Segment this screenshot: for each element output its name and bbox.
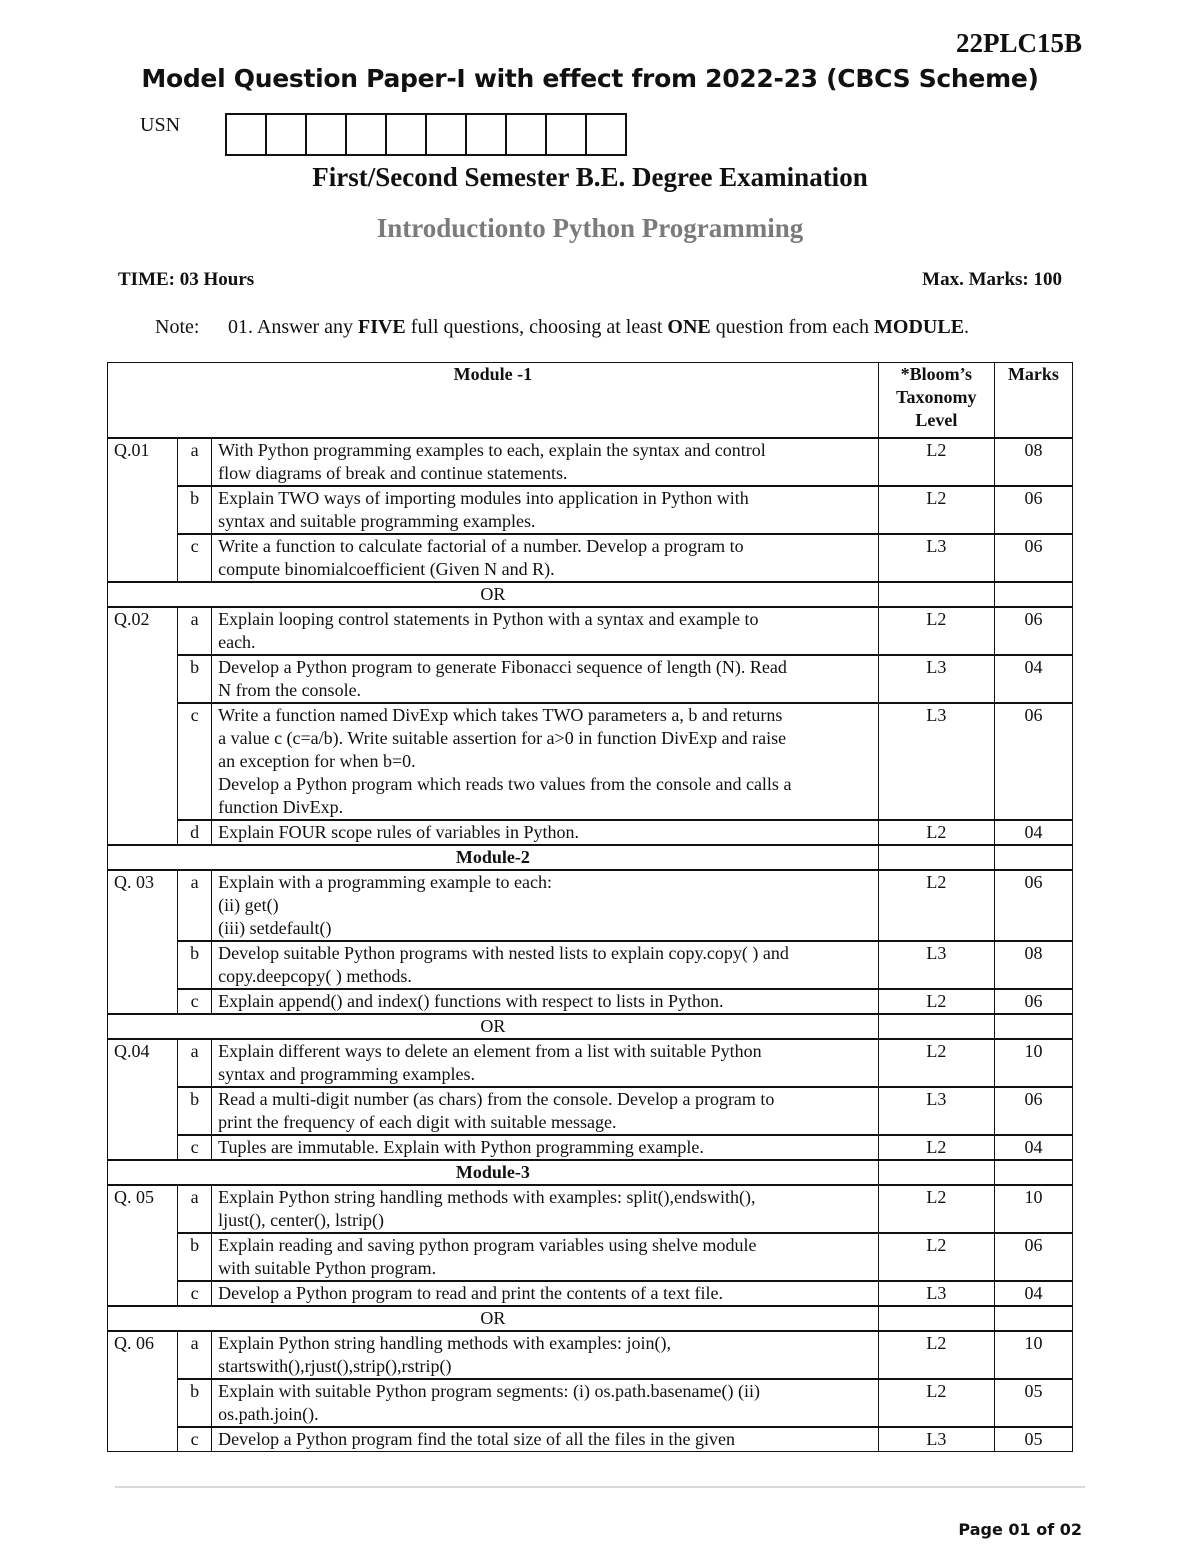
usn-box (387, 115, 427, 154)
marks-value: 05 (994, 1427, 1072, 1452)
max-marks: Max. Marks: 100 (922, 269, 1062, 290)
question-number: Q.02 (108, 607, 178, 845)
question-line: a value c (c=a/b). Write suitable assertion for a>0 in function DivExp and raise (218, 728, 787, 748)
blooms-level: L2 (878, 1379, 994, 1427)
question-number: Q.04 (108, 1039, 178, 1160)
note-emphasis: ONE (667, 316, 711, 338)
question-line: Write a function named DivExp which takes TWO parameters a, b and returns (218, 705, 783, 725)
sub-question-letter: c (178, 1281, 212, 1306)
empty-cell (878, 1014, 994, 1039)
module-label: Module-3 (108, 1160, 879, 1185)
exam-title: First/Second Semester B.E. Degree Examination (312, 162, 868, 192)
sub-question-letter: b (178, 1233, 212, 1281)
question-number: Q.01 (108, 438, 178, 582)
blooms-level: L2 (878, 607, 994, 655)
table-header-row (108, 363, 1073, 439)
question-line: Explain reading and saving python program variables using shelve module (218, 1235, 757, 1255)
heading-line: *Bloom’s (900, 364, 972, 384)
empty-cell (878, 1306, 994, 1331)
usn-box (347, 115, 387, 154)
sub-question-letter: a (178, 607, 212, 655)
heading-line: Taxonomy (896, 387, 977, 407)
question-line: (iii) setdefault() (218, 918, 332, 938)
blooms-level: L3 (878, 534, 994, 582)
marks-value: 06 (994, 607, 1072, 655)
question-line: os.path.join(). (218, 1404, 319, 1424)
question-text (212, 870, 879, 941)
question-line: compute binomialcoefficient (Given N and R). (218, 559, 555, 579)
question-line: Explain append() and index() functions with respect to lists in Python. (218, 991, 724, 1011)
usn-label: USN (140, 114, 181, 136)
blooms-level: L2 (878, 820, 994, 845)
marks-value: 06 (994, 1233, 1072, 1281)
question-table (107, 362, 1073, 1452)
table-row (108, 703, 1073, 820)
empty-cell (994, 582, 1072, 607)
sub-question-letter: b (178, 1087, 212, 1135)
note-part: full questions, choosing at least (405, 316, 668, 338)
blooms-level-heading (878, 363, 994, 439)
question-number: Q. 05 (108, 1185, 178, 1306)
or-label: OR (108, 1306, 879, 1331)
question-text (212, 1331, 879, 1379)
question-line: Develop a Python program which reads two values from the console and calls a (218, 774, 792, 794)
table-row (108, 820, 1073, 845)
question-text (212, 655, 879, 703)
question-text (212, 438, 879, 486)
marks-value: 10 (994, 1331, 1072, 1379)
blooms-level: L3 (878, 655, 994, 703)
marks-value: 06 (994, 703, 1072, 820)
question-text (212, 989, 879, 1014)
sub-question-letter: c (178, 703, 212, 820)
question-line: Explain TWO ways of importing modules into application in Python with (218, 488, 749, 508)
table-row (108, 1331, 1073, 1379)
empty-cell (994, 1014, 1072, 1039)
question-text (212, 534, 879, 582)
blooms-level: L2 (878, 1331, 994, 1379)
usn-box (267, 115, 307, 154)
sub-question-letter: c (178, 1427, 212, 1452)
table-row (108, 1087, 1073, 1135)
usn-box (427, 115, 467, 154)
blooms-level: L3 (878, 1281, 994, 1306)
question-text (212, 1233, 879, 1281)
usn-box (227, 115, 267, 154)
question-line: Explain with suitable Python program segments: (i) os.path.basename() (ii) (218, 1381, 760, 1401)
usn-box (467, 115, 507, 154)
empty-cell (994, 1306, 1072, 1331)
table-row (108, 870, 1073, 941)
question-line: syntax and programming examples. (218, 1064, 476, 1084)
note-text (228, 316, 969, 339)
marks-value: 08 (994, 438, 1072, 486)
module-label: Module-2 (108, 845, 879, 870)
question-line: Explain different ways to delete an element from a list with suitable Python (218, 1041, 762, 1061)
heading-line: Level (915, 410, 958, 430)
sub-question-letter: c (178, 534, 212, 582)
blooms-level: L3 (878, 1427, 994, 1452)
paper-title: Model Question Paper-I with effect from 2022-23 (CBCS Scheme) (141, 64, 1039, 93)
question-line: copy.deepcopy( ) methods. (218, 966, 412, 986)
table-row (108, 1427, 1073, 1452)
blooms-level: L3 (878, 941, 994, 989)
subject-title: Introductionto Python Programming (376, 213, 804, 243)
question-line: ljust(), center(), lstrip() (218, 1210, 385, 1230)
marks-value: 04 (994, 655, 1072, 703)
question-text (212, 1039, 879, 1087)
exam-time: TIME: 03 Hours (118, 269, 255, 290)
table-row (108, 1379, 1073, 1427)
marks-value: 04 (994, 1135, 1072, 1160)
question-line: Develop a Python program to read and print the contents of a text file. (218, 1283, 723, 1303)
question-text (212, 820, 879, 845)
marks-value: 06 (994, 534, 1072, 582)
question-line: each. (218, 632, 256, 652)
module-row (108, 845, 1073, 870)
empty-cell (994, 845, 1072, 870)
blooms-level: L2 (878, 1233, 994, 1281)
question-text (212, 1135, 879, 1160)
or-separator-row (108, 582, 1073, 607)
question-line: Develop suitable Python programs with nested lists to explain copy.copy( ) and (218, 943, 789, 963)
blooms-level: L2 (878, 438, 994, 486)
question-text (212, 941, 879, 989)
question-text (212, 1281, 879, 1306)
question-line: Develop a Python program find the total size of all the files in the given (218, 1429, 735, 1449)
table-row (108, 1039, 1073, 1087)
empty-cell (878, 845, 994, 870)
table-row (108, 1281, 1073, 1306)
usn-box (587, 115, 625, 154)
marks-value: 08 (994, 941, 1072, 989)
question-line: Tuples are immutable. Explain with Python programming example. (218, 1137, 704, 1157)
table-row (108, 655, 1073, 703)
question-number: Q. 03 (108, 870, 178, 1014)
usn-entry-boxes (225, 113, 627, 156)
question-text (212, 1427, 879, 1452)
question-line: Read a multi-digit number (as chars) from the console. Develop a program to (218, 1089, 775, 1109)
table-row (108, 1185, 1073, 1233)
blooms-level: L2 (878, 1039, 994, 1087)
empty-cell (994, 1160, 1072, 1185)
table-row (108, 1233, 1073, 1281)
marks-value: 06 (994, 1087, 1072, 1135)
question-line: Develop a Python program to generate Fibonacci sequence of length (N). Read (218, 657, 787, 677)
note-part: 01. Answer any (228, 316, 358, 338)
subject-code: 22PLC15B (955, 28, 1082, 58)
blooms-level: L3 (878, 1087, 994, 1135)
question-line: flow diagrams of break and continue statements. (218, 463, 568, 483)
or-separator-row (108, 1014, 1073, 1039)
page-number: Page 01 of 02 (958, 1520, 1082, 1539)
question-line: Explain Python string handling methods with examples: split(),endswith(), (218, 1187, 756, 1207)
note-label: Note: (155, 316, 200, 338)
question-line: startswith(),rjust(),strip(),rstrip() (218, 1356, 452, 1376)
marks-value: 04 (994, 1281, 1072, 1306)
sub-question-letter: c (178, 989, 212, 1014)
table-row (108, 534, 1073, 582)
table-row (108, 1135, 1073, 1160)
question-line: Write a function to calculate factorial of a number. Develop a program to (218, 536, 744, 556)
or-separator-row (108, 1306, 1073, 1331)
empty-cell (878, 582, 994, 607)
question-line: Explain looping control statements in Python with a syntax and example to (218, 609, 759, 629)
question-text (212, 1185, 879, 1233)
footer-divider (115, 1486, 1085, 1488)
question-text (212, 1087, 879, 1135)
module-row (108, 1160, 1073, 1185)
question-number: Q. 06 (108, 1331, 178, 1452)
sub-question-letter: a (178, 438, 212, 486)
table-row (108, 486, 1073, 534)
or-label: OR (108, 1014, 879, 1039)
table-row (108, 438, 1073, 486)
question-line: print the frequency of each digit with suitable message. (218, 1112, 617, 1132)
sub-question-letter: a (178, 1185, 212, 1233)
question-text (212, 486, 879, 534)
sub-question-letter: b (178, 941, 212, 989)
question-line: Explain with a programming example to each: (218, 872, 552, 892)
blooms-level: L2 (878, 1135, 994, 1160)
blooms-level: L2 (878, 486, 994, 534)
usn-box (507, 115, 547, 154)
blooms-level: L2 (878, 870, 994, 941)
marks-value: 06 (994, 486, 1072, 534)
sub-question-letter: c (178, 1135, 212, 1160)
marks-value: 06 (994, 870, 1072, 941)
module-heading: Module -1 (108, 363, 879, 439)
marks-value: 10 (994, 1039, 1072, 1087)
blooms-level: L2 (878, 989, 994, 1014)
question-line: (ii) get() (218, 895, 279, 915)
question-line: With Python programming examples to each, explain the syntax and control (218, 440, 766, 460)
marks-heading: Marks (994, 363, 1072, 439)
sub-question-letter: a (178, 1039, 212, 1087)
question-line: Explain Python string handling methods with examples: join(), (218, 1333, 672, 1353)
question-line: an exception for when b=0. (218, 751, 416, 771)
question-line: Explain FOUR scope rules of variables in Python. (218, 822, 580, 842)
marks-value: 10 (994, 1185, 1072, 1233)
blooms-level: L2 (878, 1185, 994, 1233)
table-row (108, 989, 1073, 1014)
or-label: OR (108, 582, 879, 607)
usn-box (547, 115, 587, 154)
question-text (212, 1379, 879, 1427)
note-part: question from each (710, 316, 875, 338)
sub-question-letter: b (178, 1379, 212, 1427)
marks-value: 05 (994, 1379, 1072, 1427)
question-line: N from the console. (218, 680, 362, 700)
table-row (108, 941, 1073, 989)
table-row (108, 607, 1073, 655)
sub-question-letter: a (178, 1331, 212, 1379)
note-emphasis: MODULE (874, 316, 965, 338)
marks-value: 04 (994, 820, 1072, 845)
question-line: function DivExp. (218, 797, 344, 817)
note-part: . (964, 316, 970, 338)
empty-cell (878, 1160, 994, 1185)
question-text (212, 607, 879, 655)
question-line: syntax and suitable programming examples. (218, 511, 536, 531)
blooms-level: L3 (878, 703, 994, 820)
sub-question-letter: b (178, 655, 212, 703)
note-emphasis: FIVE (357, 316, 406, 338)
question-line: with suitable Python program. (218, 1258, 437, 1278)
sub-question-letter: d (178, 820, 212, 845)
sub-question-letter: a (178, 870, 212, 941)
question-text (212, 703, 879, 820)
usn-box (307, 115, 347, 154)
marks-value: 06 (994, 989, 1072, 1014)
sub-question-letter: b (178, 486, 212, 534)
